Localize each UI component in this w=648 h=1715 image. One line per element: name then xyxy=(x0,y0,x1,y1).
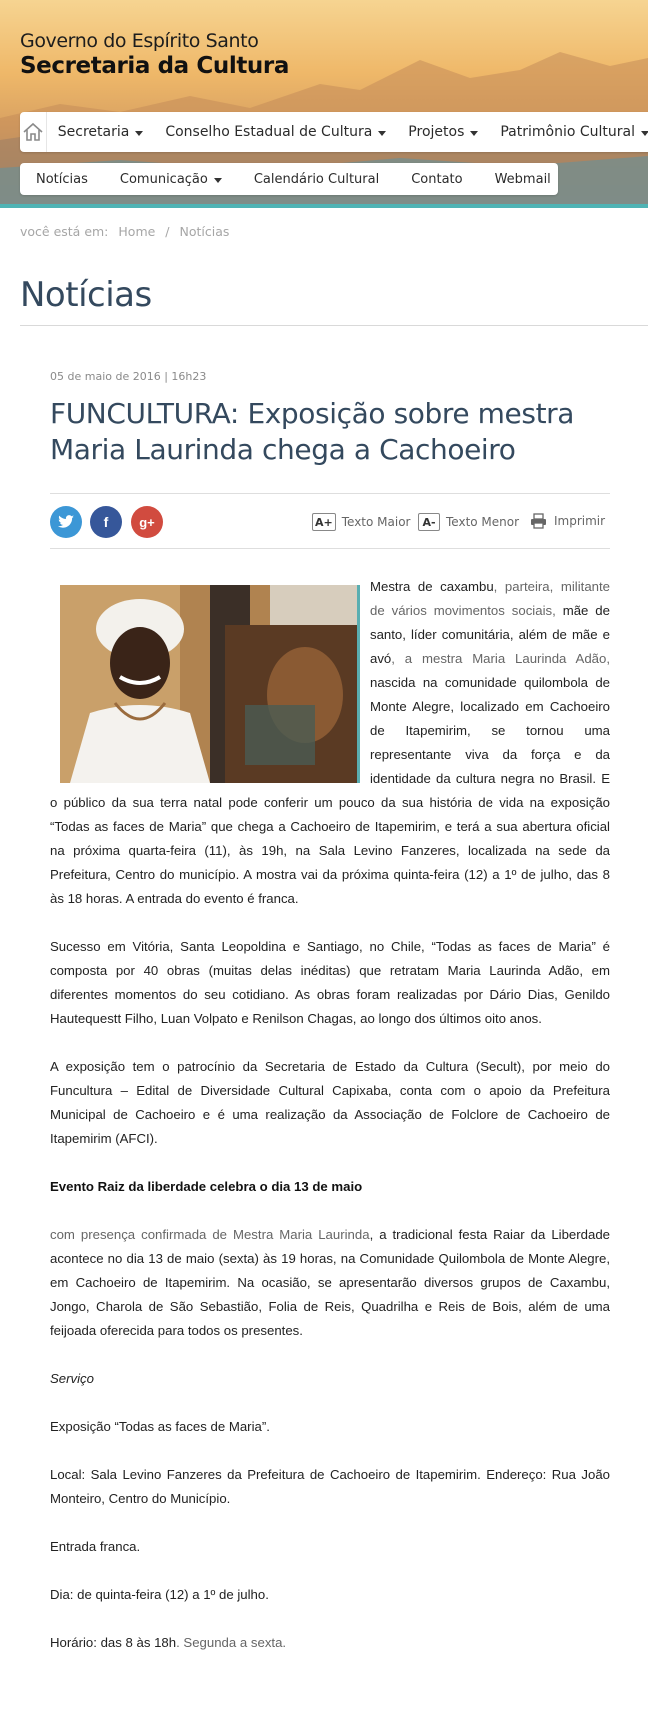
divider xyxy=(20,325,648,326)
breadcrumb-home[interactable]: Home xyxy=(118,224,156,239)
secondary-nav xyxy=(20,163,558,195)
site-header xyxy=(0,0,648,208)
article-photo xyxy=(60,585,360,783)
nav-contato[interactable]: Contato xyxy=(411,171,463,187)
font-increase-button[interactable]: A+ Texto Maior xyxy=(312,513,410,531)
twitter-share-button[interactable] xyxy=(50,506,82,538)
nav-calendario[interactable]: Calendário Cultural xyxy=(253,171,380,187)
home-icon xyxy=(22,122,44,142)
nav-webmail[interactable]: Webmail xyxy=(494,171,551,187)
article xyxy=(50,370,610,1650)
photo-maria-laurinda xyxy=(60,585,360,783)
nav-noticias[interactable]: Notícias xyxy=(36,171,88,187)
page-title: Notícias xyxy=(20,275,152,315)
nav-comunicacao[interactable]: Comunicação xyxy=(104,163,238,195)
chevron-down-icon xyxy=(135,131,143,136)
nav-secretaria[interactable]: Secretaria xyxy=(47,112,155,152)
paragraph-3: A exposição tem o patrocínio da Secretaria de Estado da Cultura (Secult), por meio do Funcultura – Edital de Diversidade Cultural Capixaba, conta com o apoio da Prefeitura Municipal de Cachoeiro e é uma realização da Associação de Folclore de Cachoeiro de Itapemirim (AFCI). xyxy=(50,1059,610,1146)
article-toolbar xyxy=(50,493,610,549)
google-plus-share-button[interactable] xyxy=(131,506,163,538)
nav-conselho[interactable]: Conselho Estadual de Cultura xyxy=(154,112,397,152)
breadcrumb: você está em: Home / Notícias xyxy=(20,224,230,239)
paragraph-4: com presença confirmada de Mestra Maria Laurinda, a tradicional festa Raiar da Liberdade acontece no dia 13 de maio (sexta) às 19 horas, na Comunidade Quilombola de Monte Alegre, em Cachoeiro de Itapemirim. Na ocasião, se apresentarão diversos grupos de Caxambu, Jongo, Charola de São Sebastião, Folia de Reis, Quadrilha e Reis de Bois, além de uma feijoada oferecida para todos os presentes. xyxy=(50,1227,610,1338)
servico-title: Exposição “Todas as faces de Maria”. xyxy=(50,1419,270,1434)
font-decrease-icon: A- xyxy=(418,513,440,531)
nav-projetos[interactable]: Projetos xyxy=(397,112,489,152)
chevron-down-icon xyxy=(470,131,478,136)
article-body xyxy=(50,575,610,1679)
primary-nav xyxy=(20,112,648,152)
brand-title[interactable]: Secretaria da Cultura xyxy=(20,53,289,79)
paragraph-2: Sucesso em Vitória, Santa Leopoldina e Santiago, no Chile, “Todas as faces de Maria” é composta por 40 obras (muitas delas inéditas) que retratam Maria Laurinda Adão, em diferentes momentos do seu cotidiano. As obras foram realizadas por Dário Dias, Genildo Hautequestt Filho, Luan Volpato e Renilson Chagas, ao longo dos últimos oito anos. xyxy=(50,939,610,1026)
servico-local: Local: Sala Levino Fanzeres da Prefeitura de Cachoeiro de Itapemirim. Endereço: Rua João Monteiro, Centro do Município. xyxy=(50,1467,610,1506)
article-title: FUNCULTURA: Exposição sobre mestra Maria Laurinda chega a Cachoeiro xyxy=(50,397,575,466)
servico-label: Serviço xyxy=(50,1371,94,1386)
font-increase-icon: A+ xyxy=(312,513,336,531)
chevron-down-icon xyxy=(378,131,386,136)
servico-entrada: Entrada franca. xyxy=(50,1539,141,1554)
home-button[interactable] xyxy=(20,112,47,152)
nav-patrimonio[interactable]: Patrimônio Cultural xyxy=(489,112,648,152)
facebook-share-button[interactable] xyxy=(90,506,122,538)
font-decrease-button[interactable]: A- Texto Menor xyxy=(418,513,519,531)
google-plus-icon: g+ xyxy=(139,514,155,530)
servico-horario: Horário: das 8 às 18h. Segunda a sexta. xyxy=(50,1635,287,1650)
paragraph-1: Mestra de caxambu, parteira, militante de vários movimentos sociais, mãe de santo, líder comunitária, além de mãe e avó, a mestra Maria Laurinda Adão, nascida na comunidade quilombola de Monte Alegre, localizado em Cachoeiro de Itapemirim, se tornou uma representante viva da força e da identidade da cultura negra no Brasil. E o público da sua terra natal pode conferir um pouco da sua história de vida na exposição “Todas as faces de Maria” que chega a Cachoeiro de Itapemirim, e terá a sua abertura oficial na próxima quarta-feira (11), às 19h, na Sala Levino Fanzeres, localizada na sede da Prefeitura, Centro do município. A mostra vai da próxima quinta-feira (12) a 1º de julho, das 8 às 18 horas. A entrada do evento é franca. xyxy=(50,579,610,906)
twitter-icon xyxy=(58,515,74,529)
servico-dia: Dia: de quinta-feira (12) a 1º de julho. xyxy=(50,1587,269,1602)
chevron-down-icon xyxy=(641,131,648,136)
facebook-icon: f xyxy=(103,514,109,530)
header-accent-bar xyxy=(0,204,648,208)
article-date: 05 de maio de 2016 | 16h23 xyxy=(50,370,207,383)
breadcrumb-current: Notícias xyxy=(179,224,230,239)
subheading: Evento Raiz da liberdade celebra o dia 13 de maio xyxy=(50,1179,363,1194)
chevron-down-icon xyxy=(214,178,222,183)
brand-subtitle[interactable]: Governo do Espírito Santo xyxy=(20,30,259,52)
print-button[interactable]: Imprimir xyxy=(530,513,605,529)
printer-icon xyxy=(530,513,547,529)
